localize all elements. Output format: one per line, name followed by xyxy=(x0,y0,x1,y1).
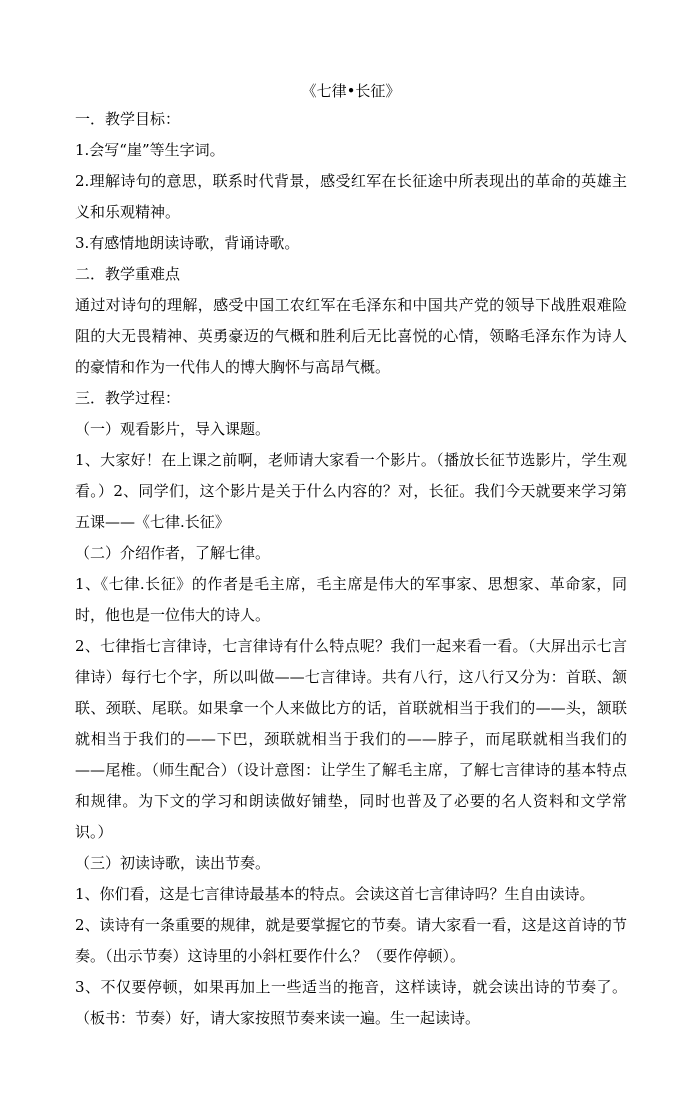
section-heading-difficulties: 二．教学重难点 xyxy=(75,265,181,283)
goal-item-2: 2.理解诗句的意思，联系时代背景，感受红军在长征途中所表现出的革命的英雄主义和乐观精神。 xyxy=(75,172,627,221)
goal-item-1: 1.会写“崖”等生字词。 xyxy=(75,141,225,159)
step-heading-2: （二）介绍作者，了解七律。 xyxy=(75,544,271,562)
section-heading-goals: 一．教学目标： xyxy=(75,110,181,128)
step-heading-1: （一）观看影片，导入课题。 xyxy=(75,420,271,438)
document-body xyxy=(75,78,627,1034)
difficulty-paragraph: 通过对诗句的理解，感受中国工农红军在毛泽东和中国共产党的领导下战胜艰难险阻的大无畏精神、英勇豪迈的气概和胜利后无比喜悦的心情，领略毛泽东作为诗人的豪情和作为一代伟人的博大胸怀与高昂气概。 xyxy=(75,296,627,376)
step1-paragraph: 1、大家好！在上课之前啊，老师请大家看一个影片。（播放长征节选影片，学生观看。）2、同学们，这个影片是关于什么内容的？对，长征。我们今天就要来学习第五课——《七律.长征》 xyxy=(75,451,627,531)
step3-paragraph-3: 3、不仅要停顿，如果再加上一些适当的拖音，这样读诗，就会读出诗的节奏了。（板书：节奏）好，请大家按照节奏来读一遍。生一起读诗。 xyxy=(75,978,627,1027)
step2-paragraph-1: 1、《七律.长征》的作者是毛主席，毛主席是伟大的军事家、思想家、革命家，同时，他也是一位伟大的诗人。 xyxy=(75,575,627,624)
step-heading-3: （三）初读诗歌，读出节奏。 xyxy=(75,854,271,872)
goal-item-3: 3.有感情地朗读诗歌，背诵诗歌。 xyxy=(75,234,300,252)
step3-paragraph-2: 2、读诗有一条重要的规律，就是要掌握它的节奏。请大家看一看，这是这首诗的节奏。（出示节奏）这诗里的小斜杠要作什么？（要作停顿）。 xyxy=(75,916,627,965)
section-heading-process: 三．教学过程： xyxy=(75,389,181,407)
document-title: 《七律•长征》 xyxy=(301,82,401,100)
step2-paragraph-2: 2、七律指七言律诗，七言律诗有什么特点呢？我们一起来看一看。（大屏出示七言律诗）每行七个字，所以叫做——七言律诗。共有八行，这八行又分为：首联、颔联、颈联、尾联。如果拿一个人来做比方的话，首联就相当于我们的——头，颔联就相当于我们的——下巴，颈联就相当于我们的——脖子，而尾联就相当我们的——尾椎。（师生配合）（设计意图：让学生了解毛主席，了解七言律诗的基本特点和规律。为下文的学习和朗读做好铺垫，同时也普及了必要的名人资料和文学常识。） xyxy=(75,637,627,841)
step3-paragraph-1: 1、你们看，这是七言律诗最基本的特点。会读这首七言律诗吗？生自由读诗。 xyxy=(75,885,595,903)
